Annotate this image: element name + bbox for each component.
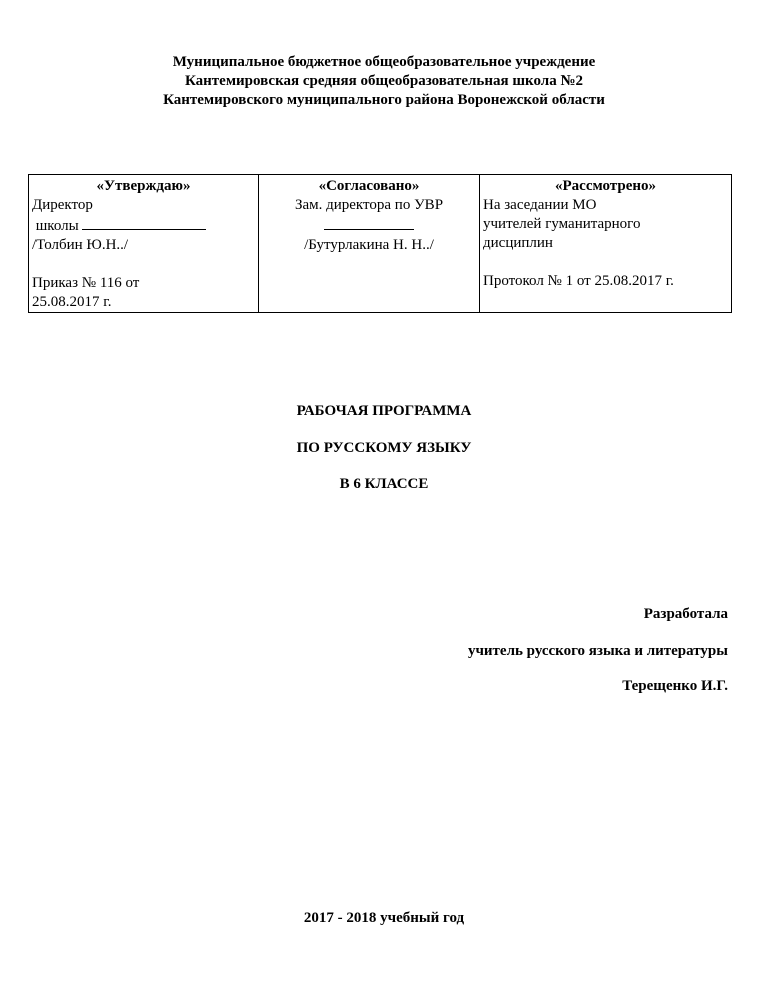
header-line-1: Муниципальное бюджетное общеобразовательное учреждение	[172, 54, 596, 70]
author-developed: Разработала	[643, 606, 728, 622]
agreed-signature-line	[324, 215, 414, 230]
agreed-cell	[259, 175, 480, 313]
reviewed-line-1: На заседании МО	[483, 197, 597, 213]
header-line-3: Кантемировского муниципального района Воронежской области	[163, 92, 605, 108]
header-line-2: Кантемировская средняя общеобразовательная школа №2	[184, 73, 584, 89]
agreed-signature-line-wrap	[262, 215, 476, 236]
school-header	[0, 53, 768, 110]
approve-order-2: 25.08.2017 г.	[32, 294, 112, 310]
program-title: РАБОЧАЯ ПРОГРАММА	[296, 403, 472, 419]
approve-signature-line	[82, 215, 206, 230]
program-subject: ПО РУССКОМУ ЯЗЫКУ	[296, 440, 472, 456]
approve-school-line	[32, 215, 255, 236]
program-grade: В 6 КЛАССЕ	[339, 476, 429, 492]
agreed-name: /Бутурлакина Н. Н../	[304, 237, 434, 253]
approve-cell	[29, 175, 259, 313]
reviewed-cell	[480, 175, 732, 313]
approval-table	[28, 174, 732, 313]
approve-role: Директор	[32, 197, 93, 213]
approve-name: /Толбин Ю.Н../	[32, 237, 129, 253]
reviewed-protocol: Протокол № 1 от 25.08.2017 г.	[483, 273, 674, 289]
agreed-title: «Согласовано»	[318, 178, 420, 194]
approve-title: «Утверждаю»	[96, 178, 191, 194]
reviewed-title: «Рассмотрено»	[555, 178, 656, 194]
approve-school: школы	[35, 218, 79, 234]
agreed-role: Зам. директора по УВР	[294, 197, 444, 213]
approve-order-1: Приказ № 116 от	[32, 275, 140, 291]
reviewed-line-2: учителей гуманитарного	[483, 216, 641, 232]
author-position: учитель русского языка и литературы	[467, 643, 728, 659]
academic-year: 2017 - 2018 учебный год	[303, 910, 465, 926]
reviewed-line-3: дисциплин	[483, 235, 553, 251]
author-name: Терещенко И.Г.	[622, 678, 728, 694]
